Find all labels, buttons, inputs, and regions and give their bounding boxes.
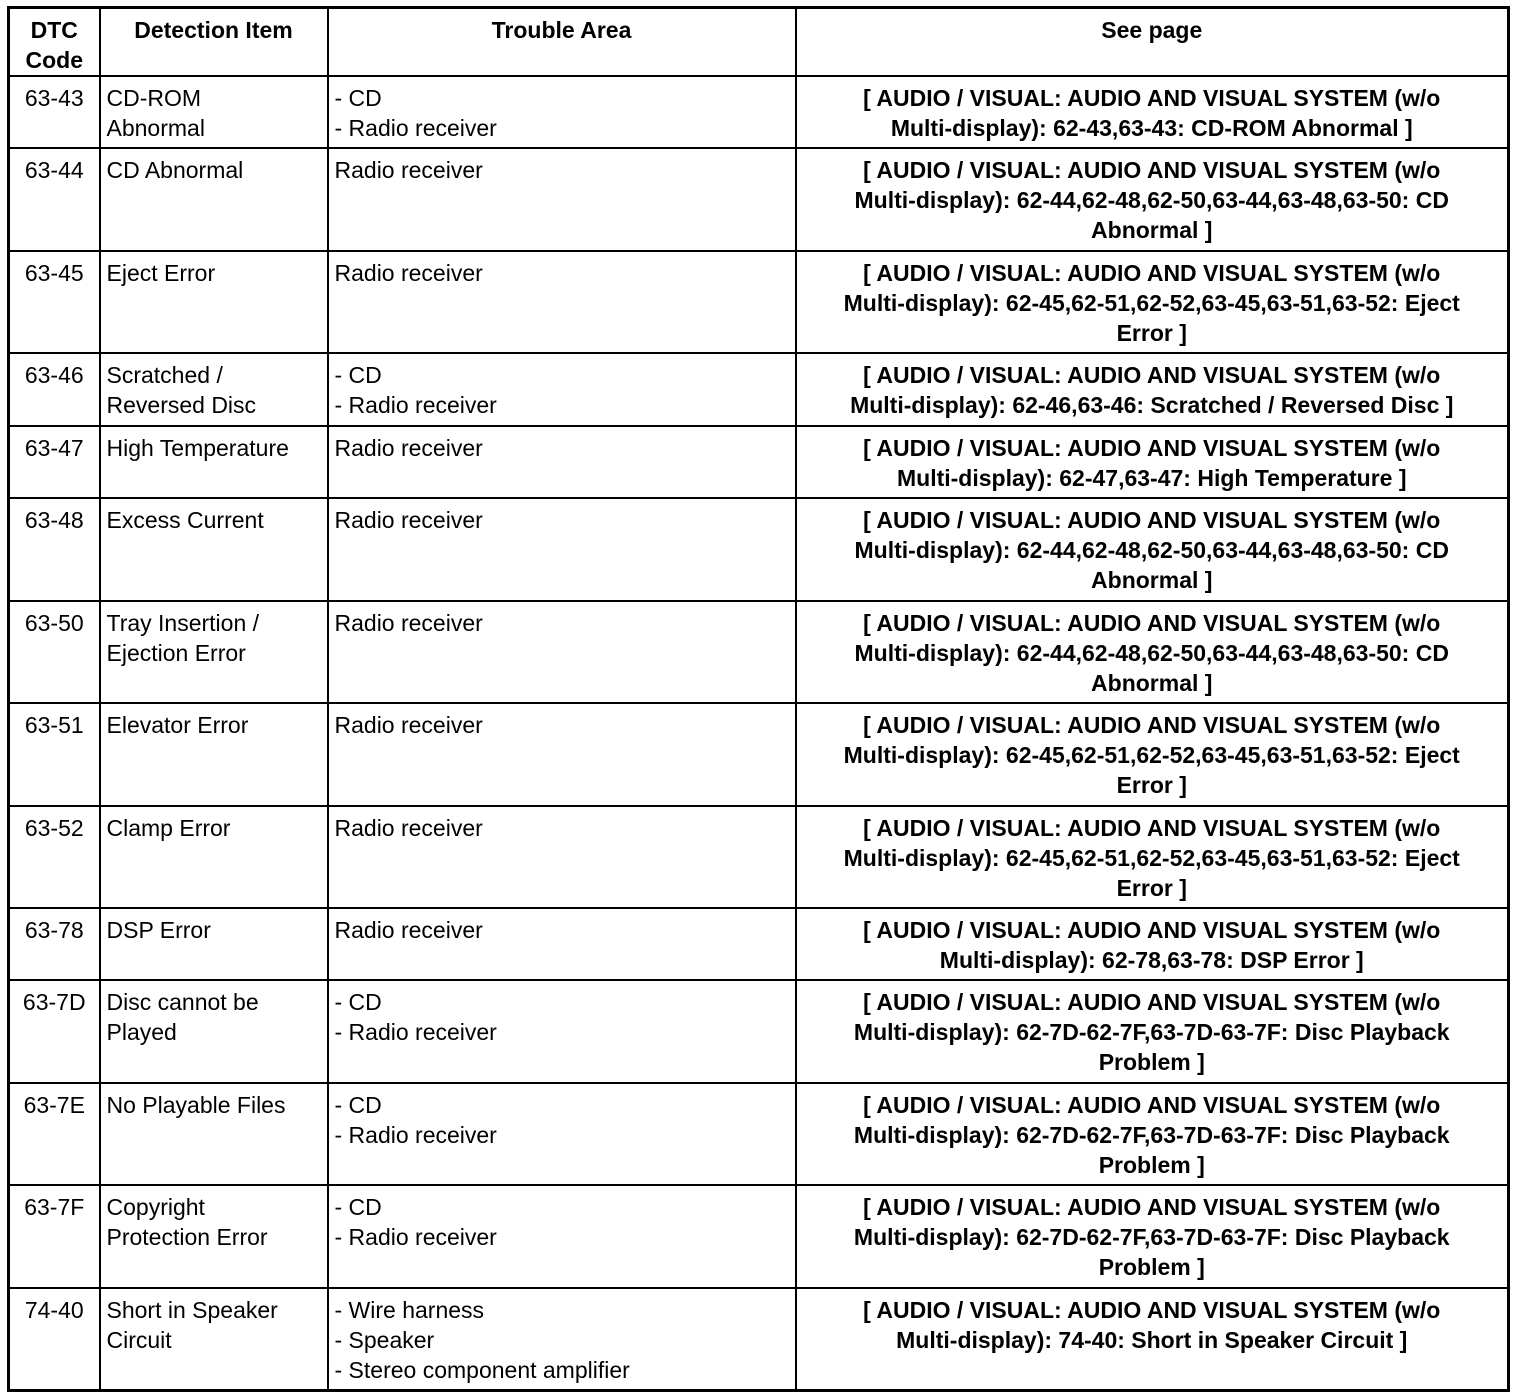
table-row <box>9 1288 1509 1391</box>
see-page-cell <box>796 1185 1509 1288</box>
dtc-code-cell: 63-45 <box>9 251 100 354</box>
trouble-area-cell-line: - CD <box>334 1091 382 1118</box>
see-page-cell-line: Multi-display): 62-43,63-43: CD-ROM Abnormal ] <box>890 115 1413 141</box>
table-row <box>9 76 1509 148</box>
see-page-cell-line: Abnormal ] <box>1091 217 1213 244</box>
see-page-cell-line: Multi-display): 62-45,62-51,62-52,63-45,63-51,63-52: Eject <box>843 844 1460 871</box>
table-row <box>9 1083 1509 1186</box>
dtc-code-cell: 63-43 <box>9 76 100 148</box>
trouble-area-cell <box>328 251 796 354</box>
see-page-cell <box>796 980 1509 1083</box>
detection-item-cell-line: DSP Error <box>106 917 211 944</box>
see-page-cell-line: Multi-display): 62-7D-62-7F,63-7D-63-7F: Disc Playback <box>853 1019 1450 1046</box>
trouble-area-cell <box>328 148 796 251</box>
trouble-area-cell-line: - CD <box>334 85 382 111</box>
dtc-code-cell: 63-47 <box>9 426 100 498</box>
see-page-cell <box>796 148 1509 251</box>
header-dtc-code-line1: DTC <box>30 17 78 43</box>
detection-item-cell <box>100 908 328 980</box>
trouble-area-cell-line: Radio receiver <box>334 917 483 944</box>
detection-item-cell-line: Disc cannot be <box>106 989 259 1016</box>
trouble-area-cell <box>328 353 796 425</box>
see-page-cell-line: [ AUDIO / VISUAL: AUDIO AND VISUAL SYSTEM (w/o <box>863 814 1441 841</box>
see-page-cell <box>796 76 1509 148</box>
detection-item-cell-line: Ejection Error <box>106 639 246 666</box>
trouble-area-cell-line: - Radio receiver <box>334 115 497 141</box>
trouble-area-cell-line: Radio receiver <box>334 259 483 286</box>
trouble-area-cell-line: - CD <box>334 989 382 1016</box>
table-row <box>9 806 1509 909</box>
trouble-area-cell <box>328 498 796 601</box>
see-page-cell-line: Abnormal ] <box>1091 567 1213 594</box>
table-row <box>9 251 1509 354</box>
see-page-cell-line: [ AUDIO / VISUAL: AUDIO AND VISUAL SYSTEM (w/o <box>863 989 1441 1016</box>
trouble-area-cell-line: - Radio receiver <box>334 1019 497 1046</box>
dtc-code-cell: 63-52 <box>9 806 100 909</box>
see-page-cell-line: Error ] <box>1116 874 1187 901</box>
detection-item-cell-line: Copyright <box>106 1194 205 1221</box>
trouble-area-cell <box>328 76 796 148</box>
trouble-area-cell-line: Radio receiver <box>334 507 483 534</box>
see-page-cell-line: [ AUDIO / VISUAL: AUDIO AND VISUAL SYSTEM (w/o <box>863 507 1441 534</box>
trouble-area-cell-line: Radio receiver <box>334 157 483 184</box>
trouble-area-cell-line: - CD <box>334 1194 382 1221</box>
detection-item-cell <box>100 498 328 601</box>
detection-item-cell-line: Elevator Error <box>106 712 249 739</box>
detection-item-cell <box>100 703 328 806</box>
dtc-code-cell: 74-40 <box>9 1288 100 1391</box>
header-trouble-area: Trouble Area <box>328 8 796 77</box>
trouble-area-cell-line: Radio receiver <box>334 712 483 739</box>
see-page-cell-line: Multi-display): 62-78,63-78: DSP Error ] <box>939 947 1364 974</box>
dtc-code-cell: 63-78 <box>9 908 100 980</box>
dtc-code-cell: 63-46 <box>9 353 100 425</box>
see-page-cell-line: [ AUDIO / VISUAL: AUDIO AND VISUAL SYSTEM (w/o <box>863 917 1441 944</box>
trouble-area-cell <box>328 426 796 498</box>
table-row <box>9 498 1509 601</box>
detection-item-cell-line: Tray Insertion / <box>106 609 260 636</box>
trouble-area-cell-line: - Wire harness <box>334 1296 485 1323</box>
see-page-cell-line: Problem ] <box>1098 1049 1205 1076</box>
see-page-cell-line: [ AUDIO / VISUAL: AUDIO AND VISUAL SYSTEM (w/o <box>863 712 1441 739</box>
see-page-cell-line: Multi-display): 62-45,62-51,62-52,63-45,63-51,63-52: Eject <box>843 289 1460 316</box>
trouble-area-cell-line: - Radio receiver <box>334 1224 497 1251</box>
table-row <box>9 980 1509 1083</box>
header-dtc-code-line2: Code <box>25 47 83 73</box>
see-page-cell <box>796 1083 1509 1186</box>
table-row <box>9 601 1509 704</box>
table-row <box>9 703 1509 806</box>
header-row <box>9 8 1509 77</box>
see-page-cell <box>796 251 1509 354</box>
header-detection-item: Detection Item <box>100 8 328 77</box>
see-page-cell-line: Multi-display): 62-47,63-47: High Temperature ] <box>896 464 1407 491</box>
detection-item-cell <box>100 353 328 425</box>
detection-item-cell-line: Excess Current <box>106 507 264 534</box>
detection-item-cell <box>100 1185 328 1288</box>
see-page-cell-line: [ AUDIO / VISUAL: AUDIO AND VISUAL SYSTEM (w/o <box>863 259 1441 286</box>
see-page-cell <box>796 806 1509 909</box>
detection-item-cell-line: Scratched / <box>106 362 223 389</box>
see-page-cell-line: [ AUDIO / VISUAL: AUDIO AND VISUAL SYSTEM (w/o <box>863 85 1441 111</box>
see-page-cell <box>796 353 1509 425</box>
detection-item-cell-line: Circuit <box>106 1326 172 1353</box>
trouble-area-cell <box>328 1185 796 1288</box>
see-page-cell-line: Multi-display): 74-40: Short in Speaker Circuit ] <box>896 1326 1408 1353</box>
see-page-cell-line: [ AUDIO / VISUAL: AUDIO AND VISUAL SYSTEM (w/o <box>863 609 1441 636</box>
table-row <box>9 1185 1509 1288</box>
table-row <box>9 353 1509 425</box>
see-page-cell-line: Problem ] <box>1098 1151 1205 1178</box>
detection-item-cell-line: Abnormal <box>106 115 205 141</box>
trouble-area-cell-line: - Speaker <box>334 1326 435 1353</box>
dtc-table <box>7 6 1510 1392</box>
see-page-cell-line: [ AUDIO / VISUAL: AUDIO AND VISUAL SYSTEM (w/o <box>863 362 1441 389</box>
header-see-page: See page <box>796 8 1509 77</box>
table-row <box>9 908 1509 980</box>
see-page-cell-line: Error ] <box>1116 319 1187 346</box>
see-page-cell-line: Multi-display): 62-45,62-51,62-52,63-45,63-51,63-52: Eject <box>843 742 1460 769</box>
see-page-cell-line: Multi-display): 62-44,62-48,62-50,63-44,63-48,63-50: CD <box>854 187 1449 214</box>
detection-item-cell <box>100 601 328 704</box>
detection-item-cell-line: Short in Speaker <box>106 1296 278 1323</box>
detection-item-cell <box>100 76 328 148</box>
detection-item-cell-line: CD Abnormal <box>106 157 244 184</box>
see-page-cell-line: Multi-display): 62-7D-62-7F,63-7D-63-7F: Disc Playback <box>853 1121 1450 1148</box>
dtc-code-cell: 63-51 <box>9 703 100 806</box>
trouble-area-cell <box>328 806 796 909</box>
table-row <box>9 148 1509 251</box>
detection-item-cell-line: No Playable Files <box>106 1091 286 1118</box>
detection-item-cell-line: CD-ROM <box>106 85 202 111</box>
trouble-area-cell-line: Radio receiver <box>334 814 483 841</box>
trouble-area-cell-line: - CD <box>334 362 382 389</box>
detection-item-cell <box>100 1288 328 1391</box>
see-page-cell <box>796 426 1509 498</box>
trouble-area-cell-line: - Radio receiver <box>334 392 497 419</box>
see-page-cell <box>796 703 1509 806</box>
trouble-area-cell <box>328 601 796 704</box>
dtc-code-cell: 63-48 <box>9 498 100 601</box>
see-page-cell-line: Multi-display): 62-7D-62-7F,63-7D-63-7F: Disc Playback <box>853 1224 1450 1251</box>
detection-item-cell <box>100 148 328 251</box>
trouble-area-cell <box>328 703 796 806</box>
dtc-code-cell: 63-7F <box>9 1185 100 1288</box>
trouble-area-cell <box>328 908 796 980</box>
see-page-cell <box>796 908 1509 980</box>
see-page-cell-line: Multi-display): 62-44,62-48,62-50,63-44,63-48,63-50: CD <box>854 537 1449 564</box>
detection-item-cell <box>100 1083 328 1186</box>
see-page-cell-line: Error ] <box>1116 772 1187 799</box>
detection-item-cell-line: Protection Error <box>106 1224 268 1251</box>
dtc-code-cell: 63-7D <box>9 980 100 1083</box>
see-page-cell-line: [ AUDIO / VISUAL: AUDIO AND VISUAL SYSTEM (w/o <box>863 434 1441 461</box>
see-page-cell <box>796 601 1509 704</box>
trouble-area-cell-line: Radio receiver <box>334 434 483 461</box>
header-dtc-code <box>9 8 100 77</box>
see-page-cell-line: [ AUDIO / VISUAL: AUDIO AND VISUAL SYSTEM (w/o <box>863 1194 1441 1221</box>
see-page-cell <box>796 498 1509 601</box>
trouble-area-cell <box>328 980 796 1083</box>
detection-item-cell <box>100 251 328 354</box>
see-page-cell-line: Abnormal ] <box>1091 669 1213 696</box>
trouble-area-cell-line: - Radio receiver <box>334 1121 497 1148</box>
trouble-area-cell-line: Radio receiver <box>334 609 483 636</box>
see-page-cell-line: [ AUDIO / VISUAL: AUDIO AND VISUAL SYSTEM (w/o <box>863 157 1441 184</box>
trouble-area-cell <box>328 1083 796 1186</box>
dtc-code-cell: 63-50 <box>9 601 100 704</box>
detection-item-cell <box>100 980 328 1083</box>
see-page-cell-line: [ AUDIO / VISUAL: AUDIO AND VISUAL SYSTEM (w/o <box>863 1091 1441 1118</box>
see-page-cell-line: Problem ] <box>1098 1254 1205 1281</box>
see-page-cell-line: [ AUDIO / VISUAL: AUDIO AND VISUAL SYSTEM (w/o <box>863 1296 1441 1323</box>
detection-item-cell-line: Played <box>106 1019 177 1046</box>
detection-item-cell-line: Eject Error <box>106 259 216 286</box>
trouble-area-cell-line: - Stereo component amplifier <box>334 1356 630 1383</box>
detection-item-cell-line: Clamp Error <box>106 814 231 841</box>
dtc-code-cell: 63-44 <box>9 148 100 251</box>
dtc-code-cell: 63-7E <box>9 1083 100 1186</box>
see-page-cell <box>796 1288 1509 1391</box>
see-page-cell-line: Multi-display): 62-46,63-46: Scratched / Reversed Disc ] <box>850 392 1454 419</box>
see-page-cell-line: Multi-display): 62-44,62-48,62-50,63-44,63-48,63-50: CD <box>854 639 1449 666</box>
table-body <box>9 76 1509 1391</box>
detection-item-cell-line: Reversed Disc <box>106 392 257 419</box>
trouble-area-cell <box>328 1288 796 1391</box>
detection-item-cell-line: High Temperature <box>106 434 289 461</box>
detection-item-cell <box>100 806 328 909</box>
table-row <box>9 426 1509 498</box>
detection-item-cell <box>100 426 328 498</box>
